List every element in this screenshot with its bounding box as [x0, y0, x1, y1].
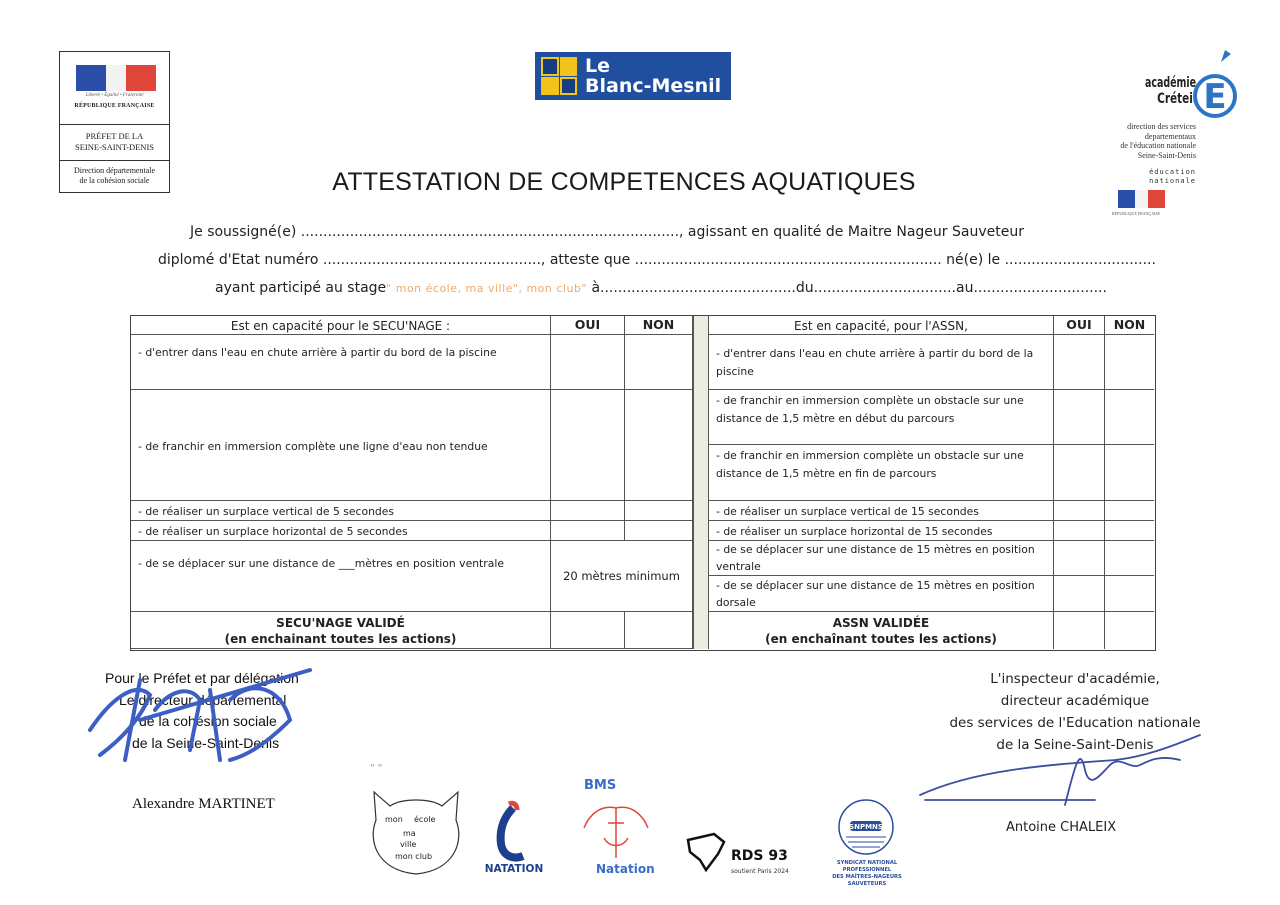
snpmns-text: SNPMNS	[849, 823, 883, 831]
rds93-label: RDS 93	[731, 848, 788, 864]
prefet-signature-block: Pour le Préfet et par délégation Le directeur départemental de la cohésion sociale de la Seine-Saint-Denis	[105, 670, 299, 751]
cat-text-ecole: école	[414, 815, 436, 824]
competences-table	[130, 315, 1156, 651]
intro-line-3-start: ayant participé au stage	[215, 280, 387, 296]
snpmns-logo-icon	[826, 797, 906, 857]
right-oui-header: OUI	[1054, 316, 1105, 335]
right-row-5-non[interactable]	[1105, 521, 1154, 541]
right-row-4: - de réaliser un surplace vertical de 15 secondes	[709, 501, 1054, 521]
right-row-3: - de franchir en immersion complète un obstacle sur une distance de 1,5 mètre en fin de parcours	[709, 445, 1054, 501]
intro-line-3	[215, 280, 1107, 296]
snpmns-label: SYNDICAT NATIONAL PROFESSIONNEL DES MAÎTRES-NAGEURS SAUVETEURS	[832, 860, 902, 887]
left-row-2-non[interactable]	[625, 390, 693, 501]
academie-creteil-logo	[1098, 50, 1243, 225]
right-row-2-non[interactable]	[1105, 390, 1154, 445]
left-row-5: - de se déplacer sur une distance de ___mètres en position ventrale	[131, 541, 551, 612]
inspecteur-signature-block: L'inspecteur d'académie, directeur académique des services de l'Education nationale de la Seine-Saint-Denis	[949, 671, 1201, 753]
right-row-4-non[interactable]	[1105, 501, 1154, 521]
cat-text-mon: mon	[385, 815, 403, 824]
right-row-5-oui[interactable]	[1054, 521, 1105, 541]
left-row-4: - de réaliser un surplace horizontal de 5 secondes	[131, 521, 551, 541]
creteil-label: Créteil	[1156, 91, 1196, 107]
inspecteur-name: Antoine CHALEIX	[1006, 820, 1117, 835]
bms-natation-label: Natation	[596, 862, 655, 876]
right-row-5: - de réaliser un surplace horizontal de 15 secondes	[709, 521, 1054, 541]
cat-text-monclub: mon club	[395, 852, 433, 861]
academie-republique-label: RÉPUBLIQUE FRANÇAISE	[1112, 211, 1161, 216]
left-non-header: NON	[625, 316, 693, 335]
assn-validee-non[interactable]	[1105, 612, 1154, 649]
right-row-2: - de franchir en immersion complète un obstacle sur une distance de 1,5 mètre en début du parcours	[709, 390, 1054, 445]
left-row-4-non[interactable]	[625, 521, 693, 541]
rds93-sub-label: soutient Paris 2024	[731, 868, 789, 875]
intro-line-3-end: à............................................du................................au..............................	[587, 280, 1107, 296]
stage-placeholder: " mon école, ma ville", mon club"	[386, 282, 587, 295]
stray-marks: " "	[370, 763, 383, 774]
right-row-7-oui[interactable]	[1054, 576, 1105, 612]
devise: Liberté • Égalité • Fraternité	[85, 93, 144, 98]
republique-label: RÉPUBLIQUE FRANÇAISE	[74, 103, 155, 109]
right-row-1-non[interactable]	[1105, 335, 1154, 390]
left-oui-header: OUI	[551, 316, 625, 335]
cat-text-ville: ville	[400, 840, 417, 849]
secunage-valide-oui[interactable]	[551, 612, 625, 649]
cat-text-ma: ma	[403, 829, 416, 838]
left-row-3-non[interactable]	[625, 501, 693, 521]
city-shield-icon	[541, 57, 577, 95]
education-nationale-label: éducation nationale	[1149, 168, 1196, 185]
right-row-1-oui[interactable]	[1054, 335, 1105, 390]
right-non-header: NON	[1105, 316, 1154, 335]
prefet-name: PRÉFET DE LA SEINE-SAINT-DENIS	[60, 125, 169, 161]
prefet-delegate-name: Alexandre MARTINET	[132, 796, 275, 812]
academie-e-icon	[1191, 50, 1239, 128]
left-row-1: - d'entrer dans l'eau en chute arrière à partir du bord de la piscine	[131, 335, 551, 390]
right-footer: ASSN VALIDÉE (en enchaînant toutes les actions)	[709, 612, 1054, 649]
bms-label: BMS	[584, 778, 617, 793]
assn-validee-oui[interactable]	[1054, 612, 1105, 649]
left-footer: SECU'NAGE VALIDÉ (en enchainant toutes les actions)	[131, 612, 551, 649]
svg-text:E: E	[1203, 77, 1227, 117]
right-row-6: - de se déplacer sur une distance de 15 mètres en position ventrale	[709, 541, 1054, 576]
right-row-1: - d'entrer dans l'eau en chute arrière à partir du bord de la piscine	[709, 335, 1054, 390]
left-row-3: - de réaliser un surplace vertical de 5 secondes	[131, 501, 551, 521]
academie-label: académie	[1144, 75, 1196, 91]
academie-services: direction des services departementaux de l'éducation nationale Seine-Saint-Denis	[1120, 122, 1196, 160]
left-row-3-oui[interactable]	[551, 501, 625, 521]
left-row-4-oui[interactable]	[551, 521, 625, 541]
intro-line-2: diplomé d'Etat numéro ................................................., atteste que ..................................................................... né(e) le ..................................	[158, 252, 1156, 268]
right-header: Est en capacité, pour l'ASSN,	[709, 316, 1054, 335]
right-row-3-non[interactable]	[1105, 445, 1154, 501]
left-header: Est en capacité pour le SECU'NAGE :	[131, 316, 551, 335]
cat-logo-icon	[368, 780, 464, 878]
right-row-7-non[interactable]	[1105, 576, 1154, 612]
blanc-mesnil-logo	[535, 52, 731, 100]
right-row-3-oui[interactable]	[1054, 445, 1105, 501]
city-name: Le Blanc-Mesnil	[585, 55, 722, 97]
secunage-valide-non[interactable]	[625, 612, 693, 649]
right-row-7: - de se déplacer sur une distance de 15 mètres en position dorsale	[709, 576, 1054, 612]
right-row-6-oui[interactable]	[1054, 541, 1105, 576]
marianne-flag-icon	[76, 65, 156, 91]
left-row-2: - de franchir en immersion complète une ligne d'eau non tendue	[131, 390, 551, 501]
right-row-2-oui[interactable]	[1054, 390, 1105, 445]
seine-saint-denis-map-icon	[684, 830, 728, 874]
distance-minimum-note: 20 mètres minimum	[551, 541, 693, 612]
ffn-label: NATATION	[484, 863, 544, 875]
left-row-1-non[interactable]	[625, 335, 693, 390]
intro-line-1: Je soussigné(e) ....................................................................................., agissant en qualité de Maitre Nageur Sauveteur	[190, 224, 1024, 240]
page-title: ATTESTATION DE COMPETENCES AQUATIQUES	[332, 168, 916, 196]
right-row-4-oui[interactable]	[1054, 501, 1105, 521]
marianne-area	[60, 52, 169, 125]
table-separator	[693, 316, 709, 649]
left-row-2-oui[interactable]	[551, 390, 625, 501]
direction-label: Direction départementale de la cohésion sociale	[73, 166, 156, 185]
right-row-6-non[interactable]	[1105, 541, 1154, 576]
left-row-1-oui[interactable]	[551, 335, 625, 390]
